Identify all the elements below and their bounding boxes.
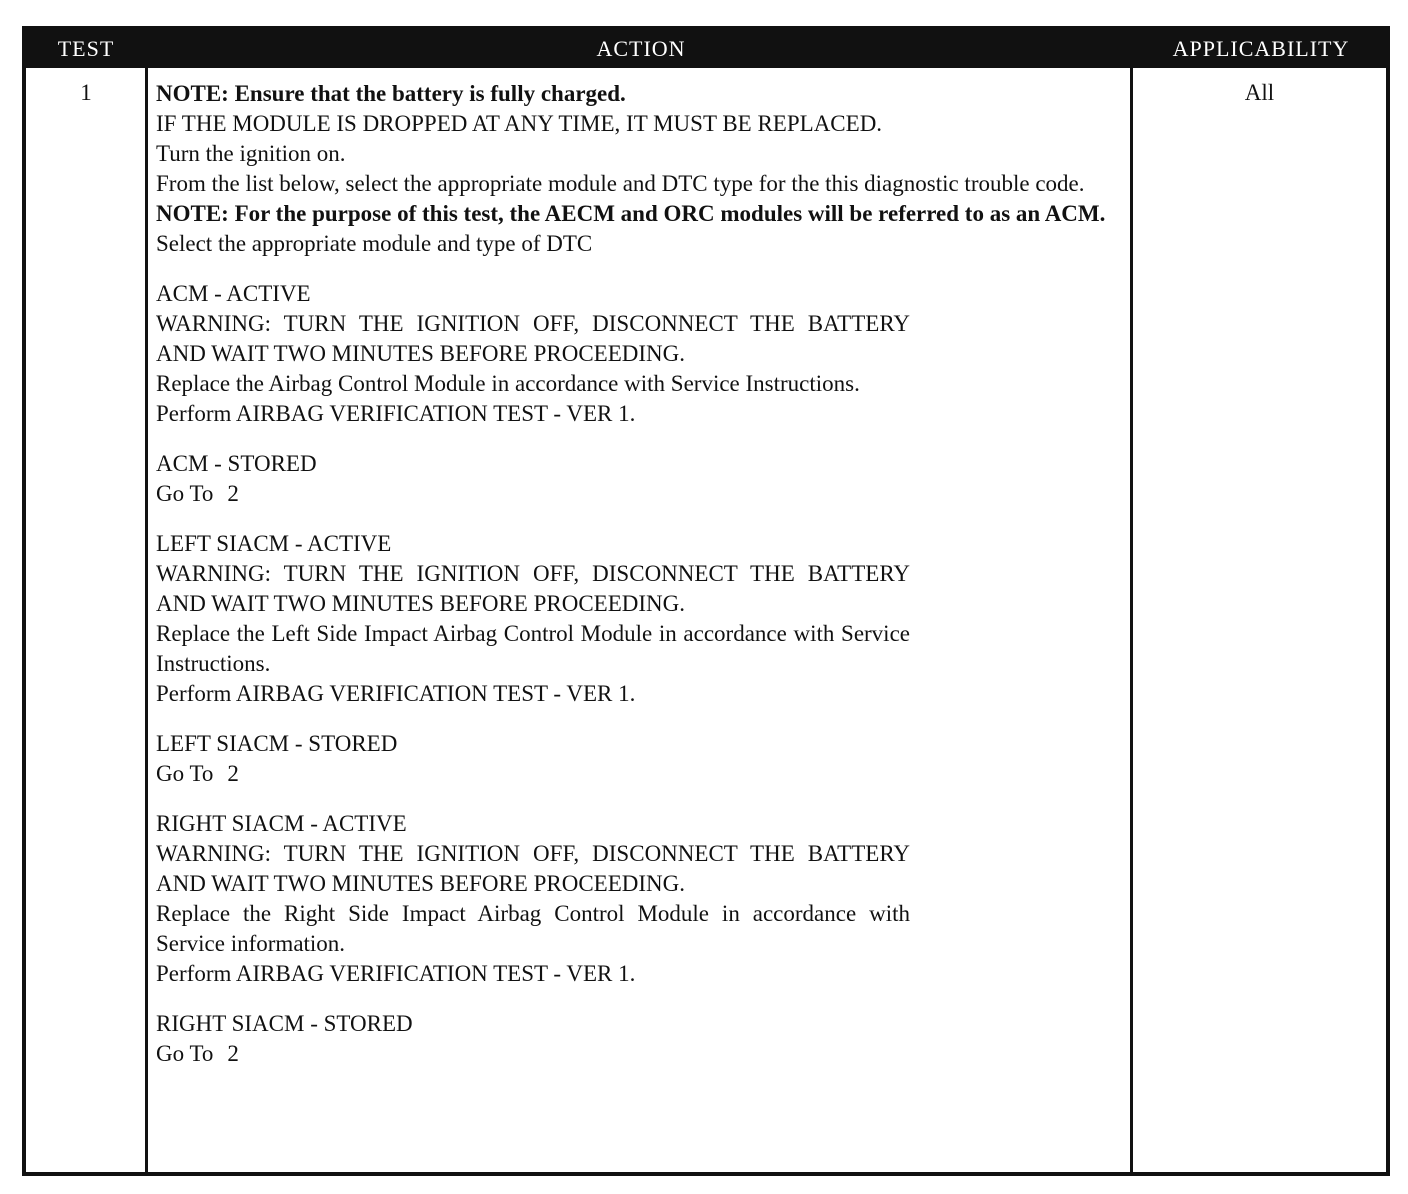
verification-instruction: Perform AIRBAG VERIFICATION TEST - VER 1.	[156, 681, 636, 706]
goto-label: Go To	[156, 481, 214, 506]
goto-label: Go To	[156, 761, 214, 786]
goto-target[interactable]: 2	[227, 761, 239, 786]
replace-instruction: Replace the Airbag Control Module in accordance with Service Instructions.	[156, 371, 860, 396]
verification-instruction: Perform AIRBAG VERIFICATION TEST - VER 1.	[156, 401, 636, 426]
replace-instruction: Replace the Right Side Impact Airbag Control Module in accordance with Service information.	[156, 901, 910, 956]
select-prompt: Select the appropriate module and type of DTC	[156, 231, 593, 256]
header-test: TEST	[57, 36, 115, 61]
test-number: 1	[80, 80, 92, 105]
action-cell	[156, 79, 1126, 1069]
option-right-siacm-active[interactable]: RIGHT SIACM - ACTIVE	[156, 811, 407, 836]
goto-target[interactable]: 2	[227, 1041, 239, 1066]
column-divider-test	[145, 68, 148, 1176]
goto-step[interactable]	[156, 1039, 910, 1069]
warning-text: WARNING: TURN THE IGNITION OFF, DISCONNECT THE BATTERY AND WAIT TWO MINUTES BEFORE PROCEEDING.	[156, 841, 910, 896]
goto-label: Go To	[156, 1041, 214, 1066]
goto-target[interactable]: 2	[227, 481, 239, 506]
note-battery: NOTE: Ensure that the battery is fully charged.	[156, 81, 626, 106]
option-acm-stored[interactable]: ACM - STORED	[156, 451, 317, 476]
option-left-siacm-active[interactable]: LEFT SIACM - ACTIVE	[156, 531, 392, 556]
caution-dropped-module: IF THE MODULE IS DROPPED AT ANY TIME, IT MUST BE REPLACED.	[156, 111, 883, 136]
verification-instruction: Perform AIRBAG VERIFICATION TEST - VER 1.	[156, 961, 636, 986]
diagnostic-table	[22, 26, 1390, 1176]
goto-step[interactable]	[156, 759, 910, 789]
header-applicability: APPLICABILITY	[1172, 36, 1350, 61]
warning-text: WARNING: TURN THE IGNITION OFF, DISCONNECT THE BATTERY AND WAIT TWO MINUTES BEFORE PROCEEDING.	[156, 561, 910, 616]
header-action: ACTION	[596, 36, 686, 61]
step-ignition-on: Turn the ignition on.	[156, 141, 346, 166]
warning-text: WARNING: TURN THE IGNITION OFF, DISCONNECT THE BATTERY AND WAIT TWO MINUTES BEFORE PROCEEDING.	[156, 311, 910, 366]
option-right-siacm-stored[interactable]: RIGHT SIACM - STORED	[156, 1011, 413, 1036]
note-acm-reference: NOTE: For the purpose of this test, the AECM and ORC modules will be referred to as an ACM.	[156, 201, 1106, 226]
applicability-value: All	[1244, 80, 1275, 105]
replace-instruction: Replace the Left Side Impact Airbag Control Module in accordance with Service Instructions.	[156, 621, 910, 676]
column-divider-action	[1130, 68, 1133, 1176]
step-select-from-list: From the list below, select the appropriate module and DTC type for the this diagnostic trouble code.	[156, 171, 1085, 196]
option-left-siacm-stored[interactable]: LEFT SIACM - STORED	[156, 731, 398, 756]
option-acm-active[interactable]: ACM - ACTIVE	[156, 281, 311, 306]
table-header	[26, 30, 1386, 68]
goto-step[interactable]	[156, 479, 910, 509]
